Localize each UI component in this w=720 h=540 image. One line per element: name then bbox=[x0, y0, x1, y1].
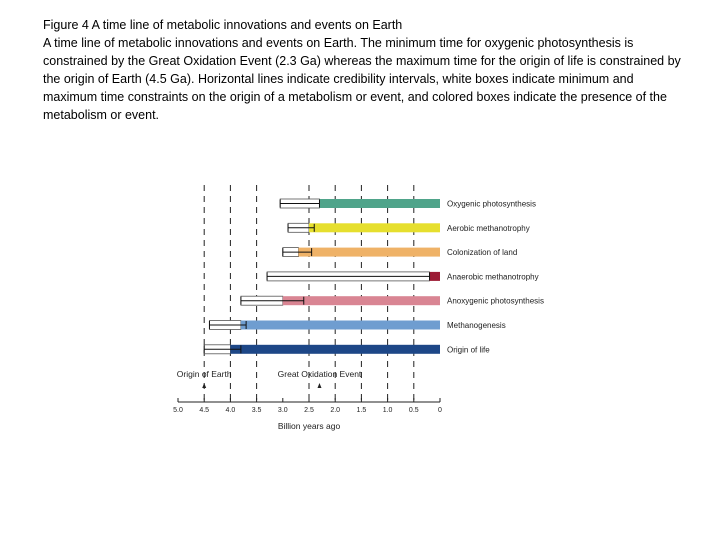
bar bbox=[241, 321, 440, 330]
tick-label: 5.0 bbox=[173, 407, 183, 414]
tick-label: 0 bbox=[438, 407, 442, 414]
figure-description: A time line of metabolic innovations and events on Earth. The minimum time for oxygenic photosynthesis is constrained by the Great Oxidation Event (2.3 Ga) whereas the maximum time for the origin of life is constrained by the origin of Earth (4.5 Ga). Horizontal lines indicate credibility intervals, white boxes indicate minimum and maximum time constraints on the origin of a metabolism or event, and colored boxes indicate the presence of the metabolism or event. bbox=[43, 36, 681, 122]
tick-label: 1.0 bbox=[382, 407, 393, 414]
bar bbox=[430, 272, 440, 281]
series-label: Anoxygenic photosynthesis bbox=[447, 296, 544, 306]
event-markers bbox=[177, 369, 362, 388]
series-label: Anaerobic methanotrophy bbox=[447, 272, 539, 282]
tick-label: 0.5 bbox=[408, 407, 419, 414]
bar bbox=[230, 345, 440, 354]
bar bbox=[309, 223, 440, 232]
event-arrow bbox=[202, 383, 206, 388]
series-label: Aerobic methanotrophy bbox=[447, 223, 530, 233]
figure-caption bbox=[43, 16, 683, 124]
tick-label: 3.5 bbox=[251, 407, 262, 414]
event-label: Origin of Earth bbox=[176, 369, 232, 379]
event-label: Great Oxidation Event bbox=[277, 369, 362, 379]
tick-label: 3.0 bbox=[277, 407, 288, 414]
x-axis bbox=[173, 398, 442, 431]
tick-label: 2.5 bbox=[304, 407, 314, 414]
tick-label: 4.5 bbox=[199, 407, 210, 414]
tick-label: 1.5 bbox=[356, 407, 367, 414]
bar bbox=[283, 296, 440, 305]
x-axis-label: Billion years ago bbox=[277, 421, 341, 431]
figure-title: Figure 4 A time line of metabolic innovations and events on Earth bbox=[43, 18, 403, 32]
series-label: Colonization of land bbox=[447, 248, 518, 258]
tick-label: 2.0 bbox=[330, 407, 341, 414]
tick-label: 4.0 bbox=[225, 407, 236, 414]
timeline-chart bbox=[160, 175, 560, 440]
metabolism-bars bbox=[204, 199, 544, 354]
series-label: Methanogenesis bbox=[447, 321, 506, 330]
bar bbox=[299, 248, 440, 257]
bar bbox=[319, 199, 440, 208]
series-label: Origin of life bbox=[447, 345, 490, 355]
event-arrow bbox=[317, 383, 321, 388]
series-label: Oxygenic photosynthesis bbox=[447, 199, 536, 209]
